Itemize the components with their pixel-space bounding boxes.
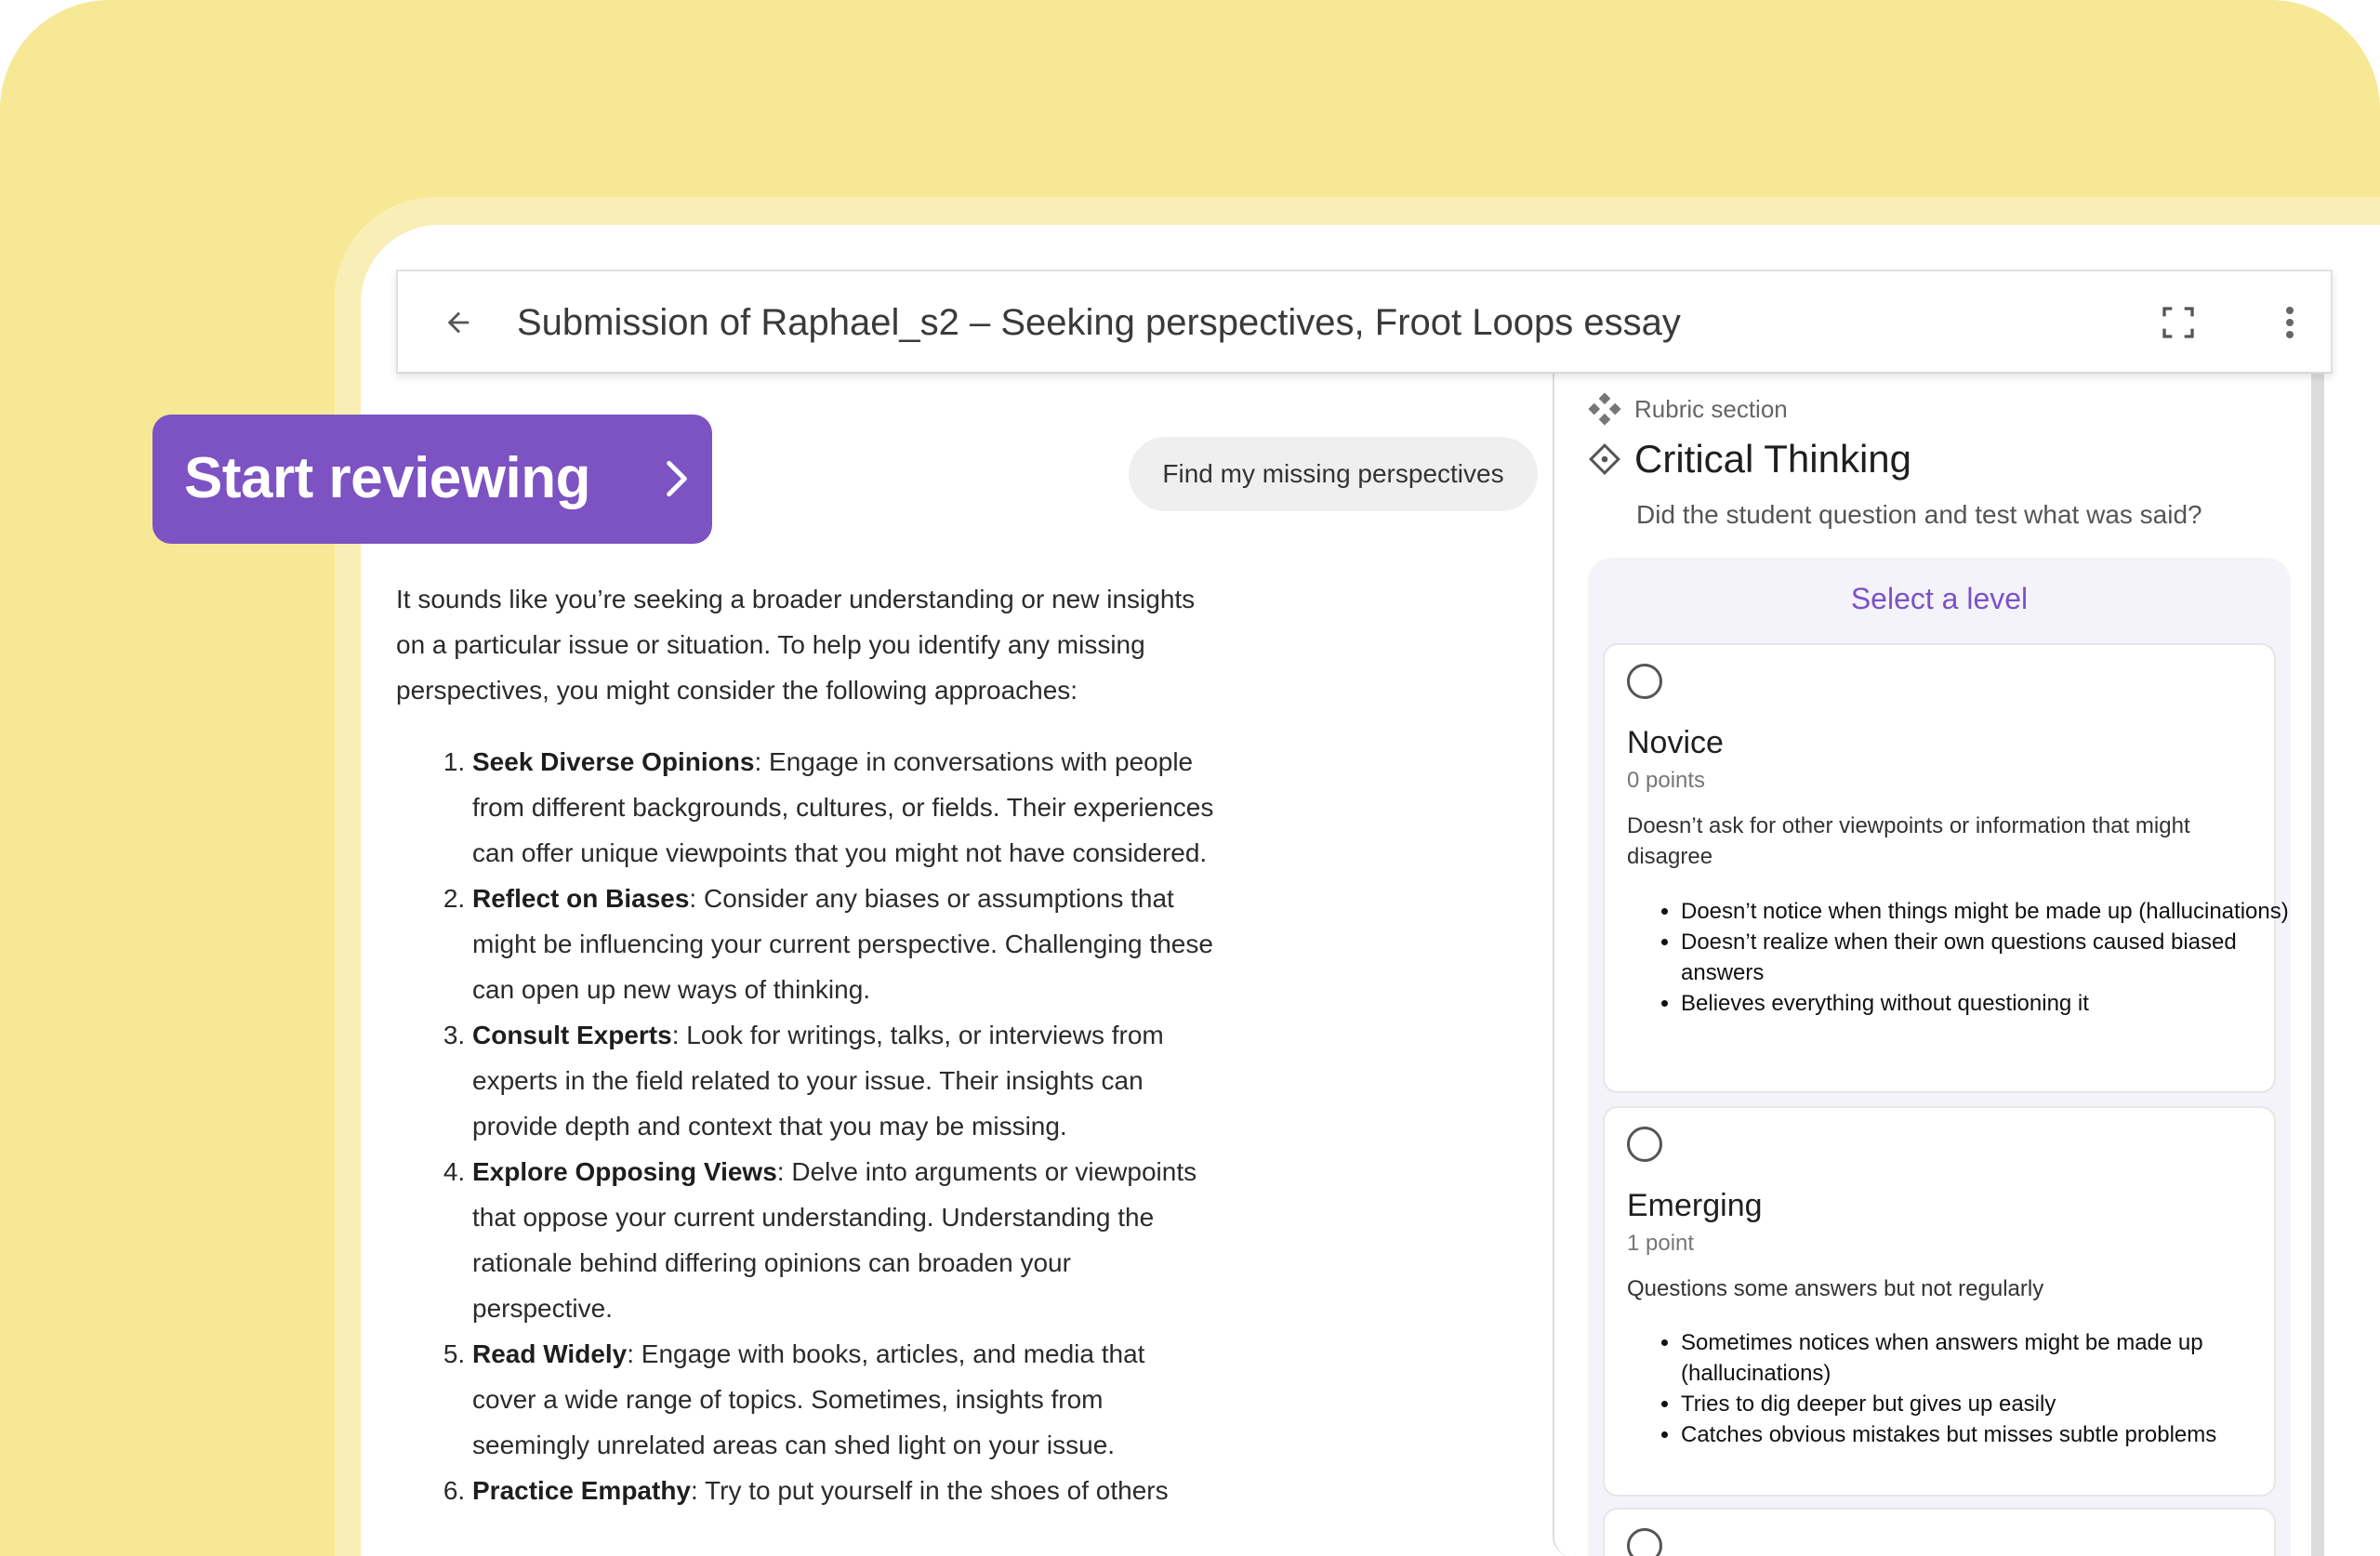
- criterion-question: Did the student question and test what was said?: [1636, 500, 2202, 529]
- list-item: [472, 1149, 1214, 1331]
- list-item-text: : Look for writings, talks, or interviews from experts in the field related to your issue. Their insights can provide depth and context that you may be missing.: [472, 1021, 1164, 1141]
- level-card-novice[interactable]: [1603, 643, 2289, 1093]
- arrow-left-icon: [443, 307, 474, 338]
- list-item-title: Reflect on Biases: [472, 884, 690, 913]
- level-name: Emerging: [1627, 1188, 1763, 1223]
- level-criteria-list: [1627, 896, 2313, 1019]
- list-item-title: Practice Empathy: [472, 1476, 691, 1505]
- assistant-response: [396, 576, 1214, 1513]
- start-reviewing-button[interactable]: [152, 415, 712, 544]
- list-item-text: : Consider any biases or assumptions that might be influencing your current perspective. Challenging these can open up new ways of thinking.: [472, 884, 1213, 1004]
- suggestion-chip[interactable]: Find my missing perspectives: [1129, 437, 1538, 511]
- list-item-text: : Engage in conversations with people from different backgrounds, cultures, or fields. Their experiences can offer unique viewpoints that you might not have considered.: [472, 747, 1214, 867]
- level-description: Doesn’t ask for other viewpoints or information that might disagree: [1627, 813, 2190, 869]
- list-item: [472, 1012, 1214, 1149]
- select-level-label: Select a level: [1850, 582, 2029, 615]
- list-item: • Doesn’t realize when their own questions caused biased answers: [1681, 927, 2313, 988]
- more-vertical-icon: [2284, 306, 2295, 339]
- fullscreen-icon: [2160, 304, 2197, 341]
- level-radio[interactable]: [1627, 1528, 1662, 1556]
- rubric-section-label: Rubric section: [1634, 394, 1788, 423]
- level-criteria-list: [1627, 1327, 2313, 1450]
- rubric-panel: [1553, 374, 2324, 1556]
- list-item: • Catches obvious mistakes but misses subtle problems: [1681, 1419, 2313, 1450]
- level-radio[interactable]: [1627, 1127, 1662, 1162]
- criterion-header: [1588, 437, 1911, 481]
- list-item: [472, 1468, 1214, 1513]
- response-intro: It sounds like you’re seeking a broader understanding or new insights on a particular issue or situation. To help you identify any missing perspectives, you might consider the following approaches:: [396, 585, 1196, 705]
- list-item: [472, 1331, 1214, 1468]
- list-item: • Tries to dig deeper but gives up easily: [1681, 1389, 2313, 1419]
- header-bar: [396, 270, 2333, 374]
- list-item-title: Explore Opposing Views: [472, 1157, 777, 1186]
- level-card-next[interactable]: [1603, 1508, 2276, 1556]
- list-item: [472, 876, 1214, 1012]
- list-item: • Sometimes notices when answers might be made up (hallucinations): [1681, 1327, 2313, 1389]
- page-title: Submission of Raphael_s2 – Seeking perspectives, Froot Loops essay: [517, 302, 1681, 343]
- list-item: • Doesn’t notice when things might be made up (hallucinations): [1681, 896, 2313, 927]
- approaches-list: [396, 739, 1214, 1513]
- level-name: Novice: [1627, 725, 1724, 760]
- list-item: [472, 739, 1214, 876]
- list-item-title: Consult Experts: [472, 1021, 672, 1049]
- level-selector: [1588, 558, 2291, 1556]
- level-description: Questions some answers but not regularly: [1627, 1276, 2044, 1301]
- list-item-title: Seek Diverse Opinions: [472, 747, 755, 776]
- fullscreen-button[interactable]: [2155, 299, 2202, 346]
- rubric-section-icon: [1588, 392, 1621, 426]
- criterion-title: Critical Thinking: [1634, 437, 1911, 481]
- list-item-text: : Engage with books, articles, and media that cover a wide range of topics. Sometimes, insights from seemingly unrelated areas can shed light on your issue.: [472, 1339, 1145, 1459]
- start-reviewing-label: Start reviewing: [184, 446, 590, 510]
- more-options-button[interactable]: [2276, 299, 2304, 346]
- list-item-text: : Delve into arguments or viewpoints that oppose your current understanding. Understanding the rationale behind differing opinions can broaden your perspective.: [472, 1157, 1197, 1323]
- chevron-right-icon: [653, 455, 699, 502]
- level-radio[interactable]: [1627, 664, 1662, 699]
- level-points: 1 point: [1627, 1231, 1695, 1256]
- list-item-text: : Try to put yourself in the shoes of others: [691, 1476, 1169, 1505]
- list-item-title: Read Widely: [472, 1339, 628, 1368]
- back-button[interactable]: [435, 299, 482, 346]
- diamond-icon: [1588, 442, 1621, 476]
- list-item: • Believes everything without questioning it: [1681, 988, 2313, 1019]
- rubric-section-header: [1588, 392, 1788, 426]
- level-card-emerging[interactable]: [1603, 1106, 2276, 1497]
- level-points: 0 points: [1627, 768, 1706, 793]
